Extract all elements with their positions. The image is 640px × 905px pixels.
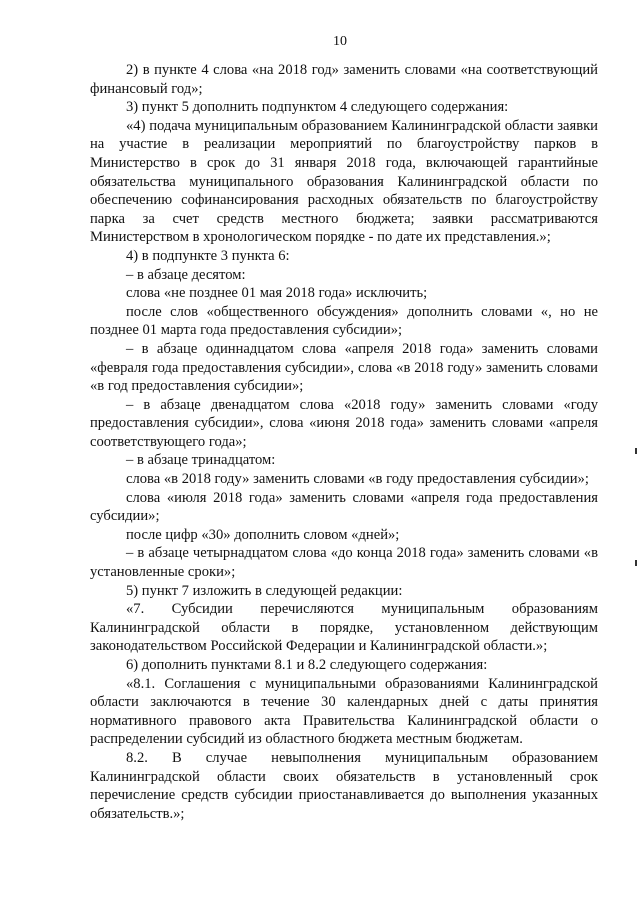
paragraph-delete-words: слова «не позднее 01 мая 2018 года» исключить; — [126, 285, 428, 302]
paragraph-abzats-13: – в абзаце тринадцатом: — [126, 452, 276, 469]
document-body — [90, 61, 598, 823]
page-number: 10 — [333, 34, 347, 49]
paragraph-point-8-1: «8.1. Соглашения с муниципальными образованиями Калининградской области заключаются в течение 30 календарных дней с даты принятия нормативного правового акта Правительства Калининградской области о распределении субсидий из областного бюджета местным бюджетам. — [90, 675, 598, 748]
paragraph-abzats-14: – в абзаце четырнадцатом слова «до конца 2018 года» заменить словами «в установленные сроки»; — [90, 545, 598, 581]
paragraph-point-7: «7. Субсидии перечисляются муниципальным образованиям Калининградской области в порядке, установленном действующим законодательством Российской Федерации и Калининградской области.»; — [90, 601, 598, 655]
scan-edge-mark — [635, 560, 637, 566]
paragraph-item-6: 6) дополнить пунктами 8.1 и 8.2 следующего содержания: — [126, 657, 488, 673]
paragraph-abzats-11: – в абзаце одиннадцатом слова «апреля 2018 года» заменить словами «февраля года предоставления субсидии», слова «в 2018 году» заменить словами «в год предоставления субсидии»; — [90, 340, 598, 395]
paragraph-abzats-12: – в абзаце двенадцатом слова «2018 году» заменить словами «году предоставления субсидии», слова «июня 2018 года» заменить словами «апреля соответствующего года»; — [90, 396, 598, 450]
paragraph-replace-2018: слова «в 2018 году» заменить словами «в году предоставления субсидии»; — [126, 471, 589, 488]
paragraph-subitem-4: «4) подача муниципальным образованием Калининградской области заявки на участие в реализации мероприятий по благоустройству парков в Министерство в срок до 31 января 2018 года, включающей гарантийные обязательства муниципального образования Калининградской области по обеспечению софинансирования расходных обязательств по благоустройству парка за счет средств местного бюджета; заявки рассматриваются Министерством в хронологическом порядке - по дате их представления.»; — [90, 117, 598, 246]
paragraph-replace-july: слова «июля 2018 года» заменить словами «апреля года предоставления субсидии»; — [90, 489, 598, 525]
paragraph-item-3: 3) пункт 5 дополнить подпунктом 4 следующего содержания: — [126, 99, 509, 116]
paragraph-item-2: 2) в пункте 4 слова «на 2018 год» заменить словами «на соответствующий финансовый год»; — [90, 62, 598, 97]
paragraph-item-5: 5) пункт 7 изложить в следующей редакции: — [126, 582, 403, 599]
paragraph-point-8-2: 8.2. В случае невыполнения муниципальным образованием Калининградской области своих обязательств в установленный срок перечисление средств субсидии приостанавливается до выполнения указанных обязательств.»; — [90, 749, 598, 822]
paragraph-add-words: после слов «общественного обсуждения» дополнить словами «, но не позднее 01 марта года предоставления субсидии»; — [90, 303, 598, 339]
paragraph-abzats-10: – в абзаце десятом: — [126, 266, 246, 283]
paragraph-item-4: 4) в подпункте 3 пункта 6: — [126, 247, 290, 264]
scan-edge-mark — [635, 448, 637, 454]
paragraph-add-days: после цифр «30» дополнить словом «дней»; — [126, 526, 400, 543]
